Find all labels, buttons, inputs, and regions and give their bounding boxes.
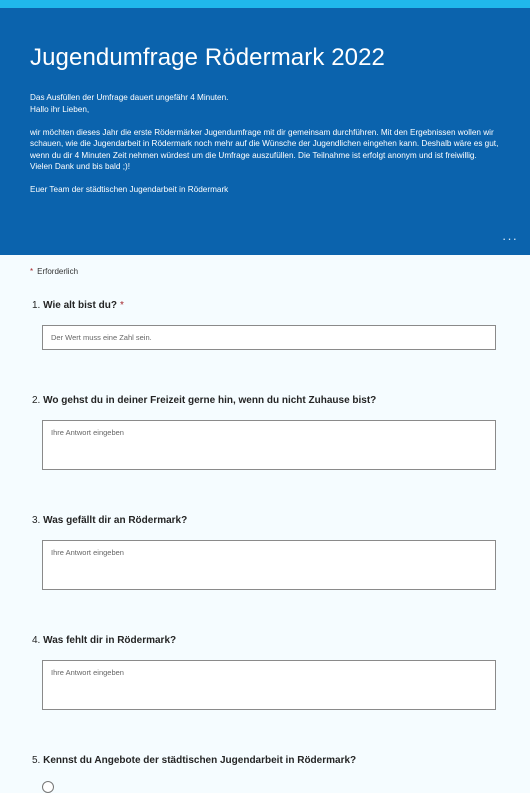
form-description xyxy=(30,92,505,196)
question-text: Was gefällt dir an Rödermark? xyxy=(43,515,188,526)
signature-text: Euer Team der städtischen Jugendarbeit in Rödermark xyxy=(30,185,229,194)
question-4-title xyxy=(32,635,176,646)
more-options-icon[interactable]: ··· xyxy=(502,231,518,246)
intro-text: Das Ausfüllen der Umfrage dauert ungefähr 4 Minuten. Hallo ihr Lieben, xyxy=(30,93,229,114)
question-text: Was fehlt dir in Rödermark? xyxy=(43,635,177,646)
question-2-title xyxy=(32,395,376,406)
option-radio[interactable] xyxy=(42,781,54,793)
top-accent-bar xyxy=(0,0,530,8)
question-number: 2. xyxy=(32,395,41,406)
question-5-title xyxy=(32,755,356,766)
form-header xyxy=(0,8,530,255)
freetime-answer-input[interactable] xyxy=(42,420,496,470)
question-number: 5. xyxy=(32,755,41,766)
required-star: * xyxy=(119,300,124,311)
body-text: wir möchten dieses Jahr die erste Rödermärker Jugendumfrage mit dir gemeinsam durchführen. Mit den Ergebnissen wollen wir schauen, wie die Jugendarbeit in Rödermark noch mehr auf die Wünsche der Jugendlichen eingehen kann. Deshalb wäre es gut, wenn du dir 4 Minuten Zeit nehmen würdest um die Umfrage auszufüllen. Die Teilnahme ist erfolgt anonym und ist freiwillig. Vielen Dank und bis bald ;)! xyxy=(30,127,499,171)
question-3-title xyxy=(32,515,187,526)
likes-answer-input[interactable] xyxy=(42,540,496,590)
question-number: 4. xyxy=(32,635,41,646)
age-input[interactable] xyxy=(42,325,496,350)
question-text: Wie alt bist du? xyxy=(43,300,117,311)
question-1-title xyxy=(32,300,124,311)
required-note xyxy=(30,267,78,276)
question-number: 3. xyxy=(32,515,41,526)
required-label: Erforderlich xyxy=(37,267,79,276)
form-title: Jugendumfrage Rödermark 2022 xyxy=(30,44,386,71)
question-number: 1. xyxy=(32,300,41,311)
question-text: Kennst du Angebote der städtischen Jugendarbeit in Rödermark? xyxy=(43,755,357,766)
required-star: * xyxy=(30,267,34,276)
missing-answer-input[interactable] xyxy=(42,660,496,710)
question-text: Wo gehst du in deiner Freizeit gerne hin, wenn du nicht Zuhause bist? xyxy=(43,395,377,406)
